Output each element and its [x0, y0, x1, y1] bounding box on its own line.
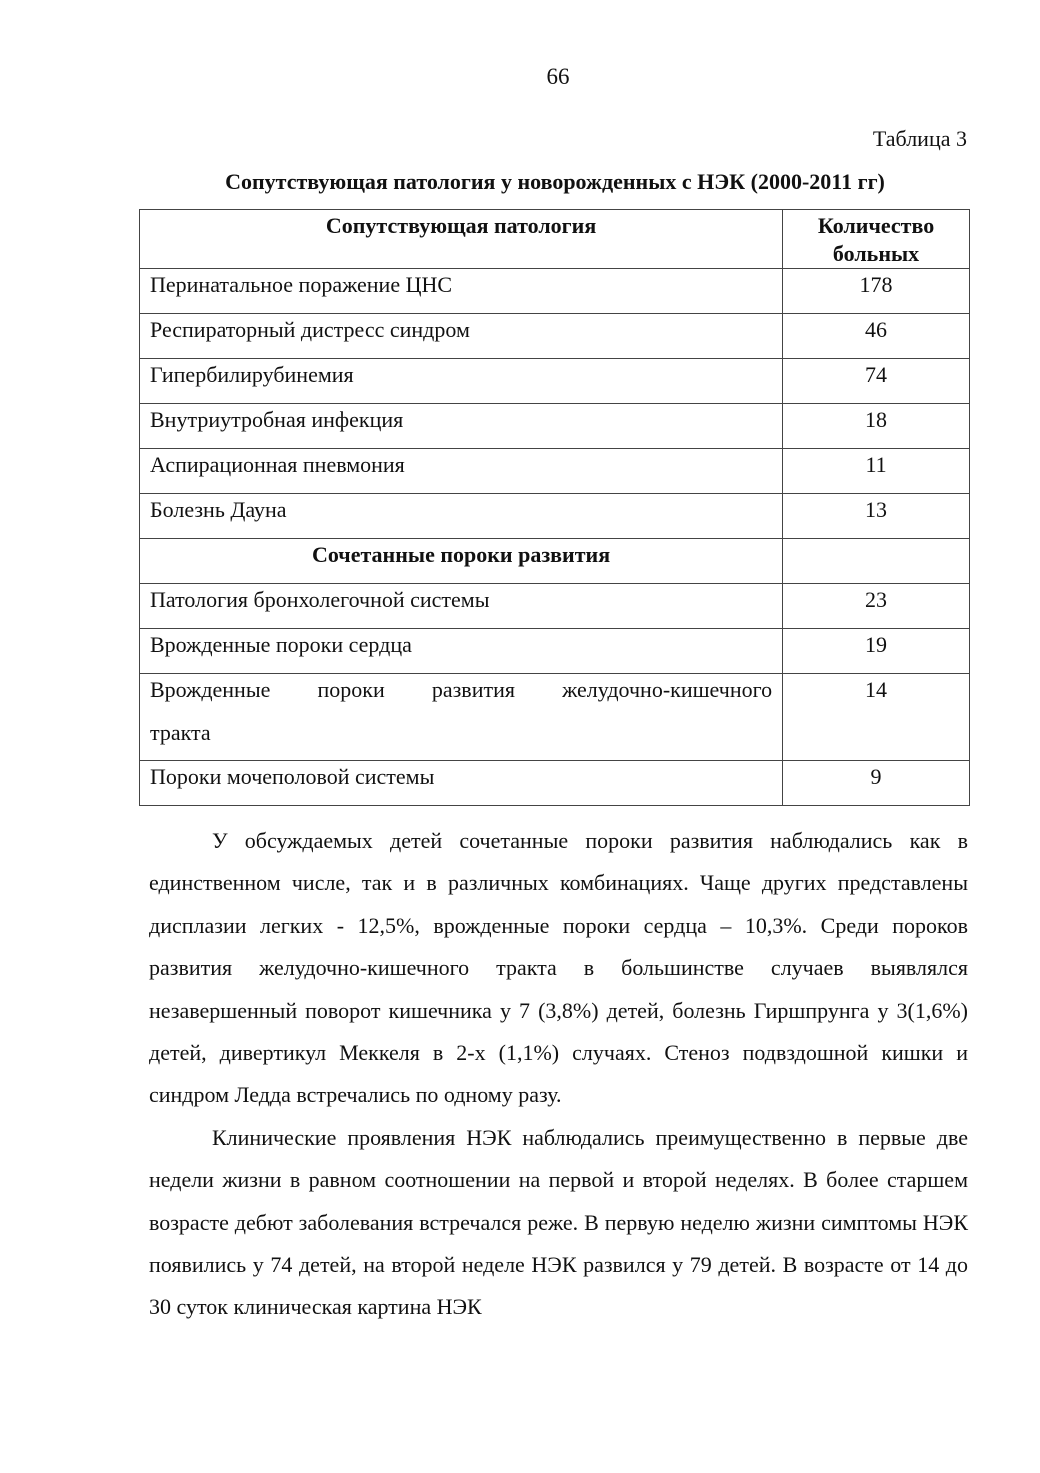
body-text — [149, 820, 968, 1329]
page-number: 66 — [546, 64, 570, 89]
table-row — [140, 761, 970, 806]
table-title: Сопутствующая патология у новорожденных с НЭК (2000-2011 гг) — [225, 169, 885, 194]
row-count: 11 — [783, 449, 970, 494]
table-row — [140, 584, 970, 629]
row-name: Перинатальное поражение ЦНС — [140, 269, 783, 314]
paragraph: У обсуждаемых детей сочетанные пороки развития наблюдались как в единственном числе, так и в различных комбинациях. Чаще других представлены дисплазии легких - 12,5%, врожденные пороки сердца – 10,3%. Среди пороков развития желудочно-кишечного тракта в большинстве случаев выявлялся незавершенный поворот кишечника у 7 (3,8%) детей, болезнь Гиршпрунга у 3(1,6%) детей, дивертикул Меккеля в 2-х (1,1%) случаях. Стеноз подвздошной кишки и синдром Ледда встречались по одному разу. — [149, 828, 968, 1108]
table-label: Таблица 3 — [872, 126, 967, 151]
row-count: 74 — [783, 359, 970, 404]
row-count: 23 — [783, 584, 970, 629]
row-name: Пороки мочеполовой системы — [140, 761, 783, 806]
row-count: 19 — [783, 629, 970, 674]
table-row — [140, 269, 970, 314]
section-header-row — [140, 539, 970, 584]
table-row — [140, 404, 970, 449]
paragraph: Клинические проявления НЭК наблюдались преимущественно в первые две недели жизни в равном соотношении на первой и второй неделях. В более старшем возрасте дебют заболевания встречался реже. В первую неделю жизни симптомы НЭК появились у 74 детей, на второй неделе НЭК развился у 79 детей. В возрасте от 14 до 30 суток клиническая картина НЭК — [149, 1124, 968, 1320]
row-name: Гипербилирубинемия — [140, 359, 783, 404]
row-name: Респираторный дистресс синдром — [140, 314, 783, 359]
table-row — [140, 494, 970, 539]
table-header-row — [140, 210, 970, 269]
section-empty-cell — [783, 539, 970, 584]
table-row — [140, 449, 970, 494]
table-row — [140, 314, 970, 359]
header-patient-count: Количество больных — [783, 210, 970, 269]
row-name-line-2: тракта — [150, 720, 211, 745]
row-name: Врожденные пороки сердца — [140, 629, 783, 674]
table-row — [140, 629, 970, 674]
row-name — [140, 674, 783, 761]
pathology-table — [139, 209, 970, 806]
row-name: Болезнь Дауна — [140, 494, 783, 539]
row-count: 13 — [783, 494, 970, 539]
row-name: Аспирационная пневмония — [140, 449, 783, 494]
row-name: Внутриутробная инфекция — [140, 404, 783, 449]
row-count: 9 — [783, 761, 970, 806]
row-count: 18 — [783, 404, 970, 449]
row-name: Патология бронхолегочной системы — [140, 584, 783, 629]
section-title: Сочетанные пороки развития — [140, 539, 783, 584]
row-count: 178 — [783, 269, 970, 314]
row-count: 14 — [783, 674, 970, 761]
table-row — [140, 674, 970, 761]
row-count: 46 — [783, 314, 970, 359]
row-name-line-1: Врожденные пороки развития желудочно-кишечного — [150, 677, 773, 702]
table-row — [140, 359, 970, 404]
header-pathology: Сопутствующая патология — [140, 210, 783, 269]
